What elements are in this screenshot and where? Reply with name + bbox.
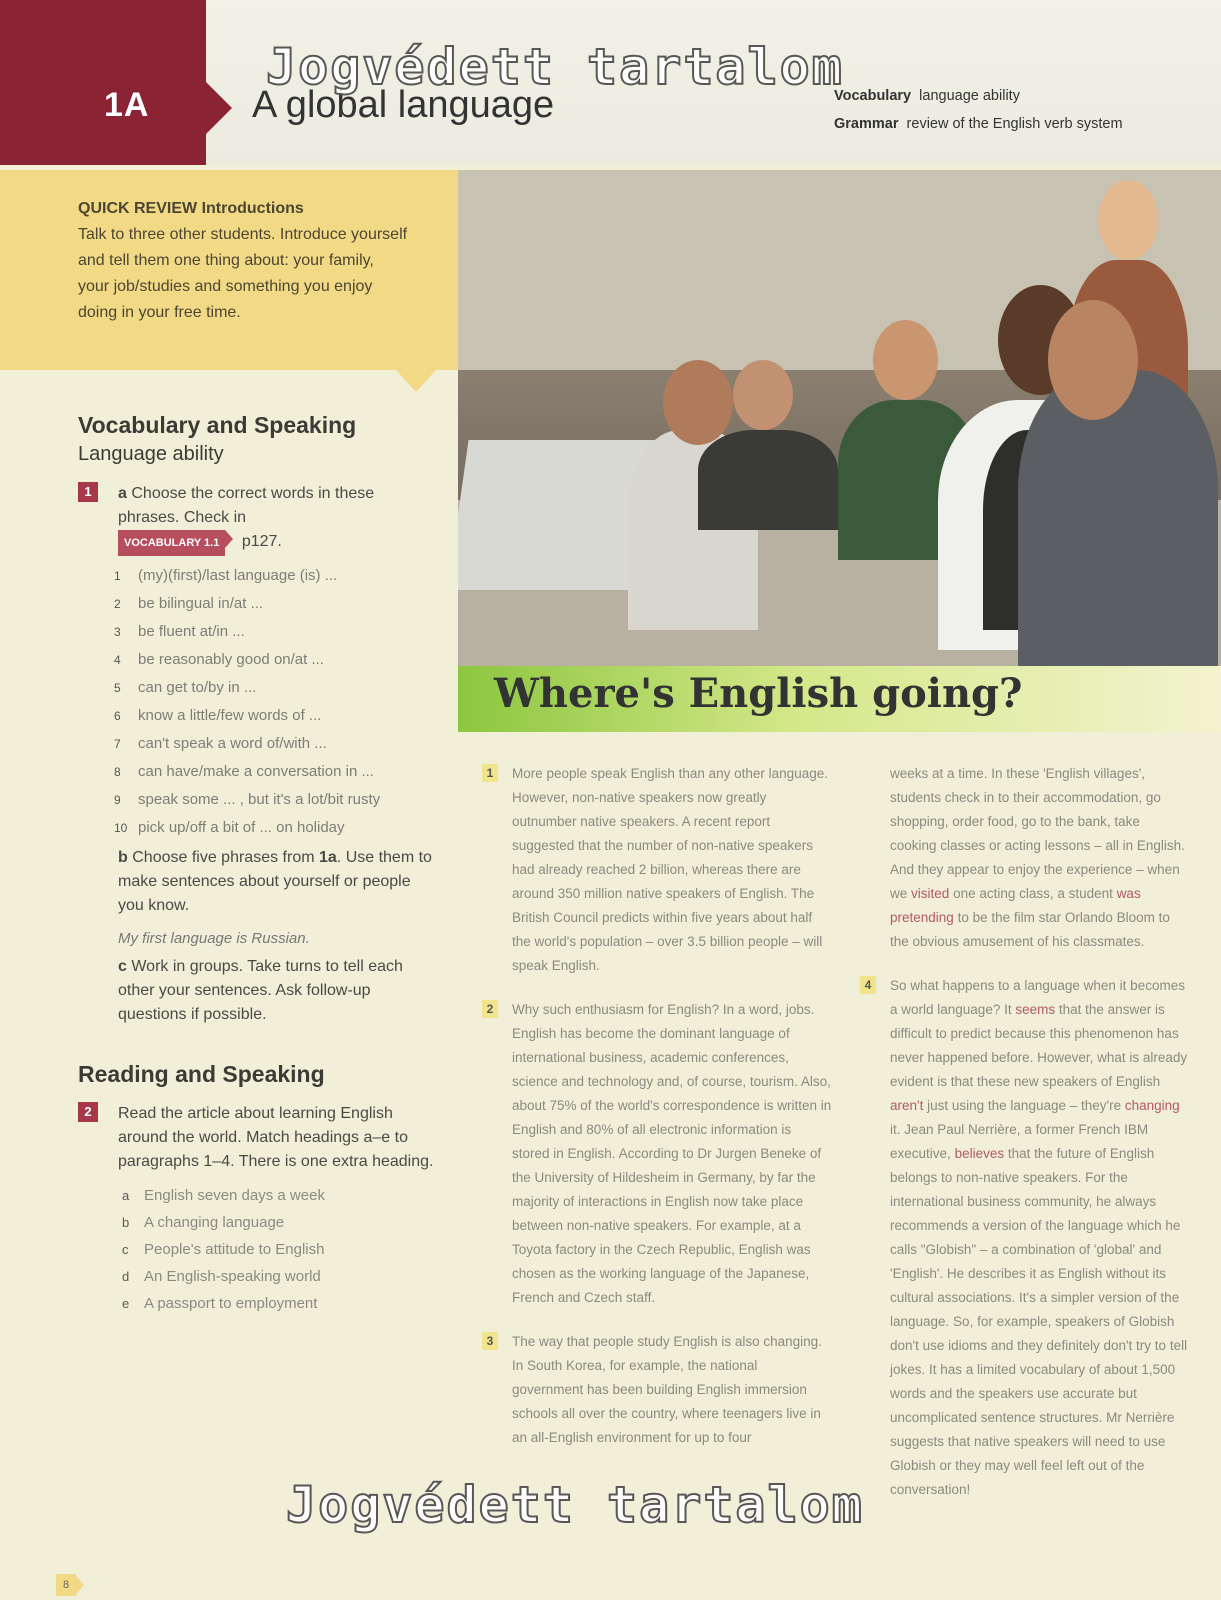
phrase-item [114, 818, 438, 838]
phrase-text: be bilingual in/at ... [138, 595, 264, 612]
heading-letter: d [122, 1269, 130, 1284]
paragraph-text: just using the language – they're [927, 1098, 1122, 1113]
classroom-photo [458, 170, 1221, 666]
phrase-text: pick up/off a bit of ... on holiday [138, 819, 345, 836]
article-column-2 [864, 762, 1190, 1522]
heading-option [118, 1236, 438, 1263]
quick-review-label: QUICK REVIEW [78, 200, 198, 217]
exercise-1c-text: Work in groups. Take turns to tell each other your sentences. Ask follow-up questions if possible. [118, 958, 403, 1023]
quick-review [78, 196, 408, 326]
highlighted-verb: visited [911, 886, 950, 901]
exercise-2-text: Read the article about learning English around the world. Match headings a–e to paragraphs 1–4. There is one extra heading. [118, 1105, 434, 1170]
exercise-1b-ref: 1a [319, 849, 337, 866]
phrase-number: 4 [114, 653, 121, 667]
exercise-1b [78, 846, 438, 1027]
phrase-number: 3 [114, 625, 121, 639]
highlighted-verb: believes [954, 1146, 1005, 1161]
phrase-number: 8 [114, 765, 121, 779]
quick-review-topic: Introductions [201, 200, 304, 217]
phrase-number: 6 [114, 709, 121, 723]
page-number: 8 [56, 1574, 76, 1596]
paragraph-text: one acting class, a student [953, 886, 1113, 901]
exercise-letter: c [118, 958, 127, 975]
heading-text: An English-speaking world [144, 1268, 321, 1285]
paragraph-text: weeks at a time. In these 'English villages', students check in to their accommodation, go shopping, order food, go to the bank, take cooking classes or acting lessons – all in English. And they appear to enjoy the experience – when we [890, 766, 1185, 901]
phrase-item [114, 594, 438, 614]
heading-text: English seven days a week [144, 1187, 325, 1204]
highlighted-verb: seems [1015, 1002, 1056, 1017]
article-paragraph-1 [486, 762, 832, 978]
article-paragraph-3 [486, 1330, 832, 1450]
left-column [78, 412, 438, 1317]
phrase-item [114, 622, 438, 642]
paragraph-text: Why such enthusiasm for English? In a word, jobs. English has become the dominant language of international business, academic conferences, science and technology and, of course, tourism. Also, about 75% of the world's correspondence is written in English and 80% of all electronic information is stored in English. According to Dr Jurgen Beneke of the University of Hildesheim in Germany, by far the majority of interactions in English now take place between non-native speakers. For example, at a Toyota factory in the Czech Republic, English was chosen as the working language of the Japanese, French and Czech staff. [512, 1002, 832, 1305]
phrase-text: be fluent at/in ... [138, 623, 245, 640]
phrase-number: 9 [114, 793, 121, 807]
phrase-text: can get to/by in ... [138, 679, 257, 696]
exercise-2 [78, 1102, 438, 1317]
paragraph-number: 2 [482, 1000, 498, 1018]
paragraph-number: 1 [482, 764, 498, 782]
exercise-1a [78, 482, 438, 556]
exercise-1b-text-2: . Use them to make sentences about yourself or people you know. [118, 849, 432, 914]
vocab-section-subtitle: Language ability [78, 443, 224, 465]
article-paragraph-2 [486, 998, 832, 1310]
highlighted-verb: was pretending [890, 886, 1141, 925]
unit-tab-arrow [206, 82, 232, 134]
grammar-label: Grammar [834, 116, 899, 132]
grammar-topic: review of the English verb system [906, 116, 1123, 132]
phrase-item [114, 790, 438, 810]
phrase-item [114, 706, 438, 726]
watermark-bottom: Jogvédett tartalom [286, 1476, 864, 1534]
highlighted-verb: aren't [890, 1098, 924, 1113]
paragraph-text: that the future of English belongs to non-native speakers. For the international business community, he always recommends a version of the language which he calls "Globish" – a combination of 'global' and 'English'. He describes it as English without its cultural associations. It's a simpler version of the language. So, for example, speakers of Globish don't use idioms and they definitely don't try to tell jokes. It has a limited vocabulary of about 1,500 words and the speakers use accurate but uncomplicated sentence structures. Mr Nerrière suggests that native speakers will need to use Globish or they may well feel left out of the conversation! [890, 1146, 1188, 1497]
heading-text: A changing language [144, 1214, 285, 1231]
phrase-list [78, 566, 438, 838]
paragraph-number: 3 [482, 1332, 498, 1350]
paragraph-text: it. Jean Paul Nerrière, a former French IBM executive, [890, 1122, 1149, 1161]
heading-letter: b [122, 1215, 130, 1230]
phrase-number: 7 [114, 737, 121, 751]
heading-option [118, 1263, 438, 1290]
example-sentence: My first language is Russian. [118, 930, 310, 947]
vocabulary-topic: language ability [919, 88, 1020, 104]
unit-title: A global language [252, 84, 555, 126]
phrase-text: know a little/few words of ... [138, 707, 322, 724]
unit-number: 1A [104, 86, 150, 124]
heading-text: A passport to employment [144, 1295, 318, 1312]
exercise-number: 1 [78, 482, 98, 502]
paragraph-text: More people speak English than any other language. However, non-native speakers now greatly outnumber native speakers. A recent report suggested that the number of non-native speakers had already reached 2 billion, whereas there are around 350 million native speakers of English. The British Council predicts within five years about half the world's population – over 3.5 billion people – will speak English. [512, 766, 828, 973]
article-paragraph-3-continued [890, 762, 1190, 954]
page-reference: p127. [241, 533, 282, 550]
heading-option [118, 1209, 438, 1236]
lesson-topics [834, 82, 1123, 138]
heading-text: People's attitude to English [144, 1241, 325, 1258]
exercise-1c [118, 955, 438, 1027]
phrase-text: can have/make a conversation in ... [138, 763, 374, 780]
phrase-item [114, 734, 438, 754]
article-column-1 [486, 762, 832, 1470]
vocabulary-label: Vocabulary [834, 88, 912, 104]
phrase-text: can't speak a word of/with ... [138, 735, 327, 752]
article-paragraph-4 [864, 974, 1190, 1502]
phrase-text: (my)(first)/last language (is) ... [138, 567, 338, 584]
highlighted-verb: changing [1124, 1098, 1180, 1113]
exercise-number: 2 [78, 1102, 98, 1122]
exercise-1a-text: Choose the correct words in these phrases. Check in [118, 485, 375, 526]
phrase-number: 10 [114, 821, 128, 835]
quick-review-text: Talk to three other students. Introduce yourself and tell them one thing about: your family, your job/studies and something you enjoy doing in your free time. [78, 226, 408, 321]
heading-letter: c [122, 1242, 129, 1257]
phrase-text: be reasonably good on/at ... [138, 651, 324, 668]
paragraph-number: 4 [860, 976, 876, 994]
reading-section-title: Reading and Speaking [78, 1061, 325, 1087]
page-number-arrow [76, 1576, 84, 1594]
phrase-number: 2 [114, 597, 121, 611]
phrase-number: 1 [114, 569, 121, 583]
paragraph-text: to be the film star Orlando Bloom to the obvious amusement of his classmates. [890, 910, 1170, 949]
heading-list [118, 1182, 438, 1317]
phrase-number: 5 [114, 681, 121, 695]
exercise-letter: a [118, 485, 127, 502]
paragraph-text: The way that people study English is also changing. In South Korea, for example, the national government has been building English immersion schools all over the country, where teenagers live in an all-English environment for up to four [512, 1334, 822, 1445]
paragraph-text: So what happens to a language when it becomes a world language? It [890, 978, 1185, 1017]
phrase-text: speak some ... , but it's a lot/bit rusty [138, 791, 381, 808]
heading-letter: e [122, 1296, 130, 1311]
phrase-item [114, 566, 438, 586]
heading-option [118, 1290, 438, 1317]
phrase-item [114, 678, 438, 698]
heading-letter: a [122, 1188, 130, 1203]
phrase-item [114, 650, 438, 670]
quick-review-arrow [396, 370, 436, 392]
vocabulary-reference-tag[interactable]: VOCABULARY 1.1 [118, 530, 225, 556]
exercise-1b-text: Choose five phrases from [132, 849, 315, 866]
article-title: Where's English going? [494, 670, 1023, 717]
heading-option [118, 1182, 438, 1209]
watermark-top: Jogvédett tartalom [266, 38, 844, 96]
vocab-section-title: Vocabulary and Speaking [78, 412, 357, 438]
phrase-item [114, 762, 438, 782]
exercise-letter: b [118, 849, 128, 866]
unit-tab [0, 0, 206, 165]
paragraph-text: that the answer is difficult to predict because this phenomenon has never happened before. However, what is already evident is that these new speakers of English [890, 1002, 1188, 1089]
